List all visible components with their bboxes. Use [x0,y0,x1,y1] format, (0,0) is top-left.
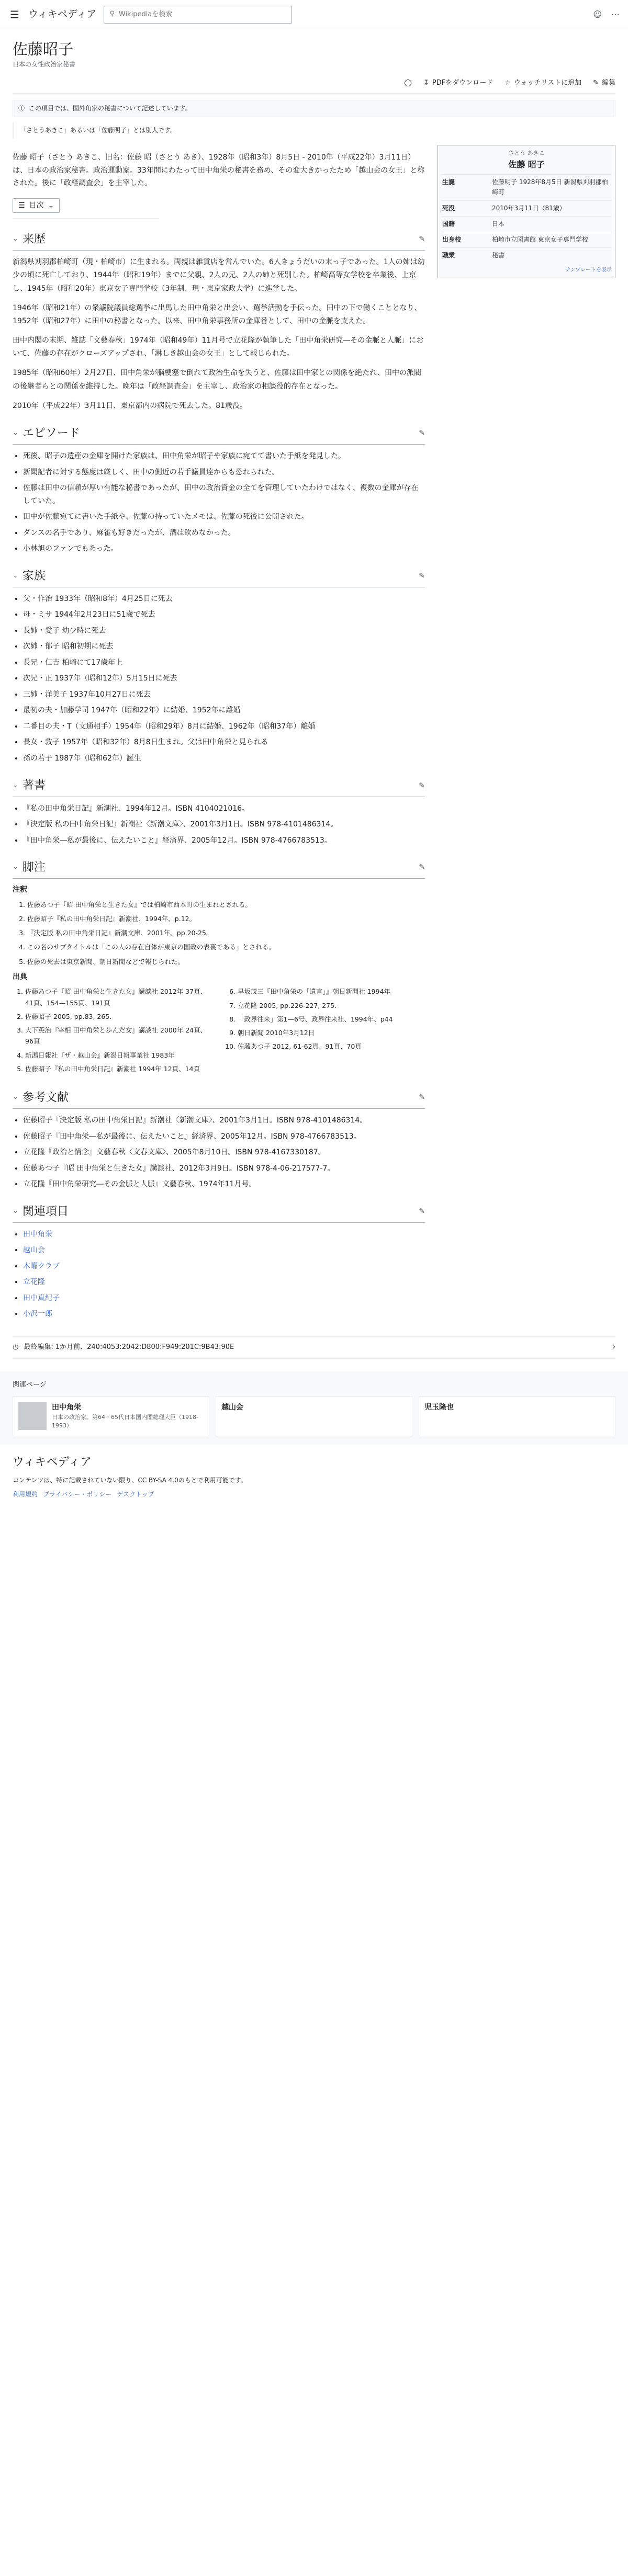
list-item: • 孫の若子 1987年（昭和62年）誕生 [23,752,425,765]
pdf-download-button[interactable]: ↧ PDFをダウンロード [423,78,493,89]
pencil-icon[interactable]: ✎ [419,429,425,438]
menu-icon[interactable]: ☰ [10,8,19,21]
section-heading-books[interactable]: ⌄ 著書 ✎ [13,776,425,797]
search-icon: ⚲ [109,10,115,18]
chevron-icon: ⌄ [13,781,18,789]
pencil-icon[interactable]: ✎ [419,572,425,581]
pencil-icon[interactable]: ✎ [419,863,425,872]
list-item: • 長兄・仁吉 柏崎にて17歳年上 [23,656,425,669]
footer [0,1445,628,1508]
template-link[interactable]: テンプレートを表示 [565,267,612,274]
bib-list [23,1114,425,1191]
note-item: 4. この名のサブタイトルは「この人の存在自体が東京の国政の表裏である」とされる。 [27,941,425,952]
list-item: • 佐藤あつ子『昭 田中角栄と生きた女』講談社、2012年3月9日。ISBN 978-4-06-217577-7。 [23,1162,425,1175]
ref-item: 7. 立花隆 2005, pp.226-227, 275. [238,1000,425,1011]
thumbnail [18,1402,47,1430]
infobox-row: 国籍 日本 [441,216,612,232]
page-title: 佐藤昭子 [13,40,74,58]
books-list [23,802,425,847]
download-icon: ↧ [423,78,429,87]
ref-item: 1. 佐藤あつ子『昭 田中角栄と生きた女』講談社 2012年 37頁、41頁、154—155頁、191頁 [25,986,212,1008]
translate-icon: ◯ [404,78,412,87]
pencil-icon[interactable]: ✎ [419,235,425,244]
infobox-row: 職業 秘書 [441,247,612,263]
hatnote: 「さとうあきこ」あるいは「佐藤明子」とは別人です。 [13,122,615,139]
chevron-icon: ⌄ [13,863,18,871]
footer-link-privacy[interactable]: プライバシー・ポリシー [43,1491,112,1499]
last-edited-bar[interactable]: ◷ 最終編集: 1か月前、240:4053:2042:D800:F949:201C:9B43:90E › [13,1336,615,1359]
chevron-icon: ⌄ [13,235,18,243]
episode-list [23,450,425,555]
pencil-icon[interactable]: ✎ [419,1207,425,1216]
paragraph: 1985年（昭和60年）2月27日、田中角栄が脳梗塞で倒れて政治生命を失うと、佐藤は田中家との関係を絶たれ、田中の派閥の後継者らとの関係を維持した。晩年は「政経調査会」を主宰し、政治家の相談役的存在となった。 [13,369,422,391]
search-input[interactable] [119,10,286,18]
section-heading-early[interactable]: ⌄ 来歴 ✎ [13,230,425,251]
related-link[interactable]: 小沢一郎 [23,1310,52,1319]
list-item: • 最初の夫・加藤学司 1947年（昭和22年）に結婚、1952年に離婚 [23,704,425,717]
ref-item: 8. 「政界往来」第1—6号、政界往来社、1994年、p44 [238,1014,425,1025]
chevron-right-icon: › [612,1343,615,1351]
list-item: • 死後、昭子の遺産の金庫を開けた家族は、田中角栄が昭子や家族に宛てて書いた手紙を発見した。 [23,450,425,463]
toc [13,198,159,219]
related-card[interactable]: 児玉隆也 [419,1396,615,1436]
related-list [23,1228,425,1321]
article-content [13,145,425,1326]
pencil-icon: ✎ [593,78,599,87]
related-link[interactable]: 田中角栄 [23,1230,52,1239]
refs-subheading: 出典 [13,972,27,981]
language-button[interactable] [404,78,412,89]
license-text: コンテンツは、特に記載されていない限り、CC BY-SA 4.0のもとで利用可能です。 [13,1477,247,1484]
pencil-icon[interactable]: ✎ [419,781,425,790]
page-subtitle: 日本の女性政治家秘書 [13,60,76,68]
ref-item: 4. 新潟日報社『ザ・越山会』新潟日報事業社 1983年 [25,1050,212,1061]
site-logo[interactable]: ウィキペディア [28,8,97,20]
note-item: 3. 『決定版 私の田中角栄日記』新潮文庫、2001年、pp.20-25。 [27,927,425,938]
paragraph: 田中内閣の末期、雑誌「文藝春秋」1974年（昭和49年）11月号で立花隆が執筆した「田中角栄研究―その金脈と人脈」において、佐藤の存在がクローズアップされ、「淋しき越山会の女王」として報じられた。 [13,336,424,358]
related-card[interactable]: 田中角栄 日本の政治家。第64・65代日本国内閣総理大臣（1918-1993） [13,1396,209,1436]
infobox-row: 生誕 佐藤明子 1928年8月5日 新潟県刈羽郡柏崎町 [441,174,612,200]
ref-item: 6. 早坂茂三『田中角栄の「遺言」』朝日新聞社 1994年 [238,986,425,997]
watchlist-button[interactable]: ☆ ウォッチリストに追加 [504,78,581,89]
notice-box: ⓘ この項目では、国外角家の秘書について記述しています。 [13,100,615,117]
list-item: • 小林旭のファンでもあった。 [23,542,425,555]
infobox-row: 出身校 柏崎市立図書館 東京女子専門学校 [441,232,612,247]
ref-item: 2. 佐藤昭子 2005, pp.83, 265. [25,1011,212,1022]
related-link[interactable]: 立花隆 [23,1278,45,1287]
list-item: • 『田中角栄―私が最後に、伝えたいこと』経済界、2005年12月。ISBN 978-4766783513。 [23,834,425,847]
ref-item: 9. 朝日新聞 2010年3月12日 [238,1027,425,1038]
infobox [438,145,615,278]
page-tools [13,74,615,94]
chevron-icon: ⌄ [13,1093,18,1102]
list-item: • 長女・敦子 1957年（昭和32年）8月8日生まれ。父は田中角栄と見られる [23,736,425,749]
section-heading-notes[interactable]: ⌄ 脚注 ✎ [13,858,425,879]
section-heading-family[interactable]: ⌄ 家族 ✎ [13,567,425,587]
footer-link-terms[interactable]: 利用規約 [13,1491,38,1499]
paragraph: 新潟県刈羽郡柏崎町（現・柏崎市）に生まれる。両親は雑貨店を営んでいた。6人きょうだいの末っ子であった。1人の姉は幼少の頃に死亡しており、1944年（昭和19年）までに父親、2人の兄、2人の姉と死別した。柏崎高等女学校を卒業後、上京し、1945年（昭和20年）東京女子専門学校（3年制、現・東京家政大学）に進学した。 [13,258,425,293]
related-link[interactable]: 木曜クラブ [23,1262,60,1270]
list-item: • 佐藤昭子『田中角栄―私が最後に、伝えたいこと』経済界、2005年12月。ISBN 978-4766783513。 [23,1130,425,1143]
refs-left [25,986,212,1077]
search-box[interactable] [104,6,292,24]
section-heading-related[interactable]: ⌄ 関連項目 ✎ [13,1202,425,1223]
list-item: • 三姉・洋美子 1937年10月27日に死去 [23,688,425,701]
note-item: 2. 佐藤昭子『私の田中角栄日記』新潮社、1994年、p.12。 [27,913,425,924]
list-item: • ダンスの名手であり、麻雀も好きだったが、酒は飲めなかった。 [23,527,425,540]
footer-wordmark: ウィキペディア [13,1455,92,1469]
list-item: • 次兄・正 1937年（昭和12年）5月15日に死去 [23,672,425,685]
list-item: • 父・作治 1933年（昭和8年）4月25日に死去 [23,593,425,606]
top-header [0,0,628,29]
chevron-icon: ⌄ [13,1207,18,1215]
list-item: • 二番目の夫・T（文通相手）1954年（昭和29年）8月に結婚、1962年（昭和37年）離婚 [23,720,425,733]
article-body [13,145,615,1326]
related-link[interactable]: 越山会 [23,1246,45,1255]
list-item: • 長姉・愛子 幼少時に死去 [23,625,425,638]
lead-paragraph: 佐藤 昭子（さとう あきこ、旧名：佐藤 昭（さとう あき）、1928年（昭和3年）8月5日 - 2010年（平成22年）3月11日）は、日本の政治家秘書。政治運動家。33年間にわたって田中角栄の秘書を務め、その変大きかったため「越山会の女王」と称された。後に「政経調査会」を主宰した。 [13,153,425,188]
history-icon: ◷ [13,1343,19,1351]
footer-link-desktop[interactable]: デスクトップ [117,1491,154,1499]
list-item: • 『私の田中角栄日記』新潮社、1994年12月。ISBN 4104021016。 [23,802,425,815]
refs-right [238,986,425,1077]
note-item: 5. 佐藤の死去は東京新聞、朝日新聞などで報じられた。 [27,956,425,967]
chevron-icon: ⌄ [13,429,18,437]
list-item: • 立花隆『田中角栄研究―その金脈と人脈』文藝春秋、1974年11月号。 [23,1178,425,1191]
related-title: 関連ページ [13,1380,47,1389]
infobox-name: 佐藤 昭子 [508,159,545,169]
notes-subheading: 注釈 [13,886,27,894]
info-icon: ⓘ [18,104,25,112]
ref-item: 5. 佐藤昭子『私の田中角栄日記』新潮社 1994年 12頁、14頁 [25,1063,212,1074]
list-item: • 『決定版 私の田中角栄日記』新潮社〈新潮文庫〉、2001年3月1日。ISBN 978-4101486314。 [23,818,425,831]
infobox-reading: さとう あきこ [508,150,545,157]
more-icon[interactable]: ⋯ [611,9,620,19]
list-icon: ☰ [18,201,25,210]
list-item: • 母・ミサ 1944年2月23日に51歳で死去 [23,608,425,621]
ref-item: 3. 大下英治『宰相 田中角栄と歩んだ女』講談社 2000年 24頁、96頁 [25,1025,212,1047]
paragraph: 2010年（平成22年）3月11日、東京都内の病院で死去した。81歳没。 [13,401,247,410]
list-item: • 次姉・郁子 昭和初期に死去 [23,640,425,653]
list-item: • 佐藤昭子『決定版 私の田中角栄日記』新潮社〈新潮文庫〉、2001年3月1日。ISBN 978-4101486314。 [23,1114,425,1127]
paragraph: 1946年（昭和21年）の衆議院議員総選挙に出馬した田中角栄と出会い、選挙活動を手伝った。田中の下で働くこととなり、1952年（昭和27年）に田中の秘書となった。以来、田中角栄事務所の金庫番として、田中の金脈を支えた。 [13,303,422,325]
list-item: • 佐藤は田中の信頼が厚い有能な秘書であったが、田中の政治資金の全てを管理していたわけではなく、複数の金庫が存在していた。 [23,482,425,507]
notes-list [27,899,425,967]
pencil-icon[interactable]: ✎ [419,1093,425,1102]
list-item: • 立花隆『政治と情念』文藝春秋〈文春文庫〉、2005年8月10日。ISBN 978-4167330187。 [23,1146,425,1159]
list-item: • 新聞記者に対する態度は厳しく、田中の側近の若手議員達からも恐れられた。 [23,466,425,479]
chevron-down-icon: ⌄ [48,201,54,210]
related-link[interactable]: 田中真紀子 [23,1293,60,1302]
family-list [23,593,425,765]
chevron-icon: ⌄ [13,571,18,580]
toc-button[interactable]: ☰ 目次 ⌄ [13,198,60,213]
edit-button[interactable]: ✎ 編集 [593,78,615,89]
section-heading-bib[interactable]: ⌄ 参考文献 ✎ [13,1088,425,1109]
ref-item: 10. 佐藤あつ子 2012, 61-62頁、91頁、70頁 [238,1041,425,1052]
section-heading-episodes[interactable]: ⌄ エピソード ✎ [13,424,425,445]
list-item: • 田中が佐藤宛てに書いた手紙や、佐藤の持っていたメモは、佐藤の死後に公開された。 [23,510,425,524]
note-item: 1. 佐藤あつ子『昭 田中角栄と生きた女』では柏崎市西本町の生まれとされる。 [27,899,425,910]
related-card[interactable]: 越山会 [216,1396,412,1436]
star-icon: ☆ [504,78,511,87]
infobox-row: 死没 2010年3月11日（81歳） [441,200,612,216]
refs-columns [13,986,425,1077]
user-icon[interactable]: ☺ [593,9,602,19]
related-pages [0,1371,628,1445]
